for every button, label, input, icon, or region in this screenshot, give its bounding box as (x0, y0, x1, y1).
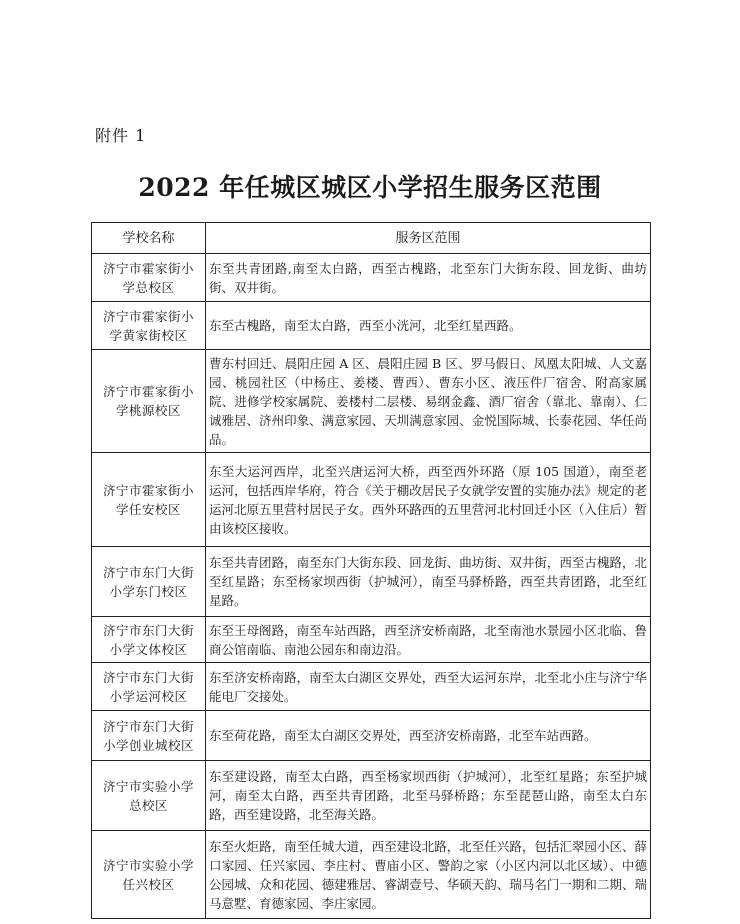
column-header-school: 学校名称 (92, 223, 206, 254)
school-name-cell: 济宁市东门大街小学东门校区 (92, 547, 206, 617)
table-row (92, 617, 651, 663)
table-row (92, 761, 651, 831)
service-area-cell: 东至共青团路,南至太白路，西至古槐路，北至东门大街东段、回龙街、曲坊街、双井街。 (206, 254, 651, 302)
service-area-table (91, 222, 651, 919)
school-name-cell: 济宁市实验小学任兴校区 (92, 831, 206, 919)
service-area-cell: 东至建设路，南至太白路，西至杨家坝西街（护城河），北至红星路；东至护城河，南至太白路，西至共青团路，北至马驿桥路；东至琵琶山路，南至太白东路，西至建设路，北至海关路。 (206, 761, 651, 831)
school-name-cell: 济宁市霍家街小学桃源校区 (92, 350, 206, 453)
attachment-label: 附件 1 (95, 126, 147, 145)
table-row (92, 254, 651, 302)
service-area-cell: 曹东村回迁、晨阳庄园 A 区、晨阳庄园 B 区、罗马假日、凤凰太阳城、人文嘉园、桃园社区（中杨庄、姜楼、曹西）、曹东小区、液压件厂宿舍、附高家属院、进修学校家属院、姜楼村二层楼、易纲金鑫、酒厂宿舍（靠北、靠南）、仁诚雅居、济州印象、满意家园、天圳满意家园、金悦国际城、长泰花园、华任尚品。 (206, 350, 651, 453)
table-row (92, 711, 651, 761)
service-area-cell: 东至大运河西岸，北至兴唐运河大桥，西至西外环路（原 105 国道），南至老运河，包括西岸华府，符合《关于棚改居民子女就学安置的实施办法》规定的老运河北原五里营村居民子女。西外环路西的五里营河北村回迁小区（入住后）暂由该校区接收。 (206, 453, 651, 547)
service-area-cell: 东至济安桥南路，南至太白湖区交界处，西至大运河东岸，北至北小庄与济宁华能电厂交接处。 (206, 663, 651, 711)
table-row (92, 831, 651, 919)
service-area-cell: 东至火炬路，南至任城大道，西至建设北路，北至任兴路，包括汇翠园小区、薛口家园、任兴家园、李庄村、曹庙小区、警韵之家（小区内河以北区域）、中德公园城、众和花园、德建雅居、睿湖壹号、华硕天韵、瑞马名门一期和二期、瑞马意墅、育德家园、李庄家园。 (206, 831, 651, 919)
school-name-cell: 济宁市东门大街小学运河校区 (92, 663, 206, 711)
table-row (92, 547, 651, 617)
school-name-cell: 济宁市实验小学总校区 (92, 761, 206, 831)
service-area-cell: 东至王母阁路，南至车站西路，西至济安桥南路，北至南池水景园小区北临、鲁商公馆南临、南池公园东和南边沿。 (206, 617, 651, 663)
service-area-cell: 东至荷花路，南至太白湖区交界处，西至济安桥南路，北至车站西路。 (206, 711, 651, 761)
table-header-row (92, 223, 651, 254)
service-area-cell: 东至古槐路，南至太白路，西至小洸河，北至红星西路。 (206, 302, 651, 350)
school-name-cell: 济宁市霍家街小学黄家街校区 (92, 302, 206, 350)
service-area-cell: 东至共青团路，南至东门大街东段、回龙街、曲坊街、双井街，西至古槐路，北至红星路；东至杨家坝西街（护城河），南至马驿桥路，西至共青团路，北至红星路。 (206, 547, 651, 617)
school-name-cell: 济宁市东门大街小学创业城校区 (92, 711, 206, 761)
school-name-cell: 济宁市东门大街小学文体校区 (92, 617, 206, 663)
table-row (92, 302, 651, 350)
table-row (92, 453, 651, 547)
table-row (92, 663, 651, 711)
page-title: 2022 年任城区城区小学招生服务区范围 (138, 173, 602, 202)
school-name-cell: 济宁市霍家街小学总校区 (92, 254, 206, 302)
table-row (92, 350, 651, 453)
school-name-cell: 济宁市霍家街小学任安校区 (92, 453, 206, 547)
column-header-area: 服务区范围 (206, 223, 651, 254)
